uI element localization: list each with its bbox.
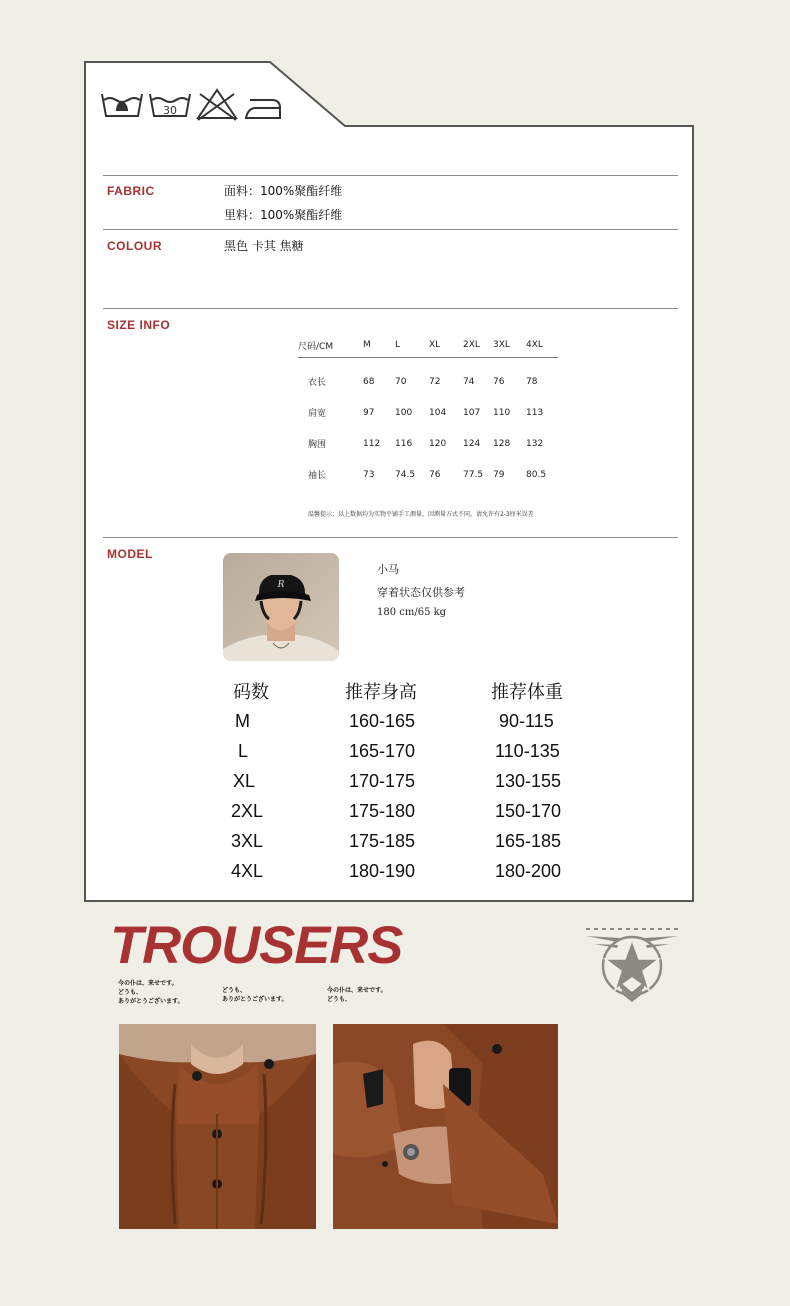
divider xyxy=(103,229,678,230)
size-cell: 77.5 xyxy=(463,469,484,480)
recommend-weight: 180-200 xyxy=(495,860,562,881)
size-cell: 100 xyxy=(395,407,413,418)
size-cell: 73 xyxy=(363,469,375,480)
jp-text-block-3 xyxy=(327,986,387,1004)
jp-line: どうも、 xyxy=(118,989,143,996)
table-row xyxy=(229,766,597,796)
table-row xyxy=(229,706,597,736)
star-wings-emblem-icon xyxy=(584,926,680,1006)
model-name: 小马 xyxy=(377,563,399,576)
recommend-size: XL xyxy=(233,770,256,791)
size-cell: 112 xyxy=(363,438,381,449)
size-table-header xyxy=(298,333,558,358)
size-cell: 113 xyxy=(526,407,544,418)
jp-line: どうも、 xyxy=(327,996,352,1003)
size-cell: 132 xyxy=(526,438,544,449)
table-row xyxy=(229,826,597,856)
model-label: MODEL xyxy=(107,547,153,561)
colour-value: 黑色 卡其 焦糖 xyxy=(224,239,304,253)
size-info-label: SIZE INFO xyxy=(107,318,171,332)
jp-text-block-2 xyxy=(222,986,288,1004)
size-cell: 74 xyxy=(463,376,475,387)
jacket-cuff-photo xyxy=(333,1024,558,1229)
recommend-header-cell: 码数 xyxy=(233,682,269,702)
recommend-height: 170-175 xyxy=(349,770,416,791)
size-cell: 128 xyxy=(493,438,511,449)
size-cell: 76 xyxy=(493,376,505,387)
jacket-hood-photo xyxy=(119,1024,344,1229)
jp-line: ありがとうございます。 xyxy=(222,996,288,1003)
table-row xyxy=(298,397,558,428)
recommend-height: 160-165 xyxy=(349,710,416,731)
recommend-size: 3XL xyxy=(231,830,264,851)
size-measure-name: 袖长 xyxy=(308,471,327,481)
size-cell: 104 xyxy=(429,407,447,418)
size-cell: 97 xyxy=(363,407,375,418)
recommend-height: 175-185 xyxy=(349,830,416,851)
size-measure-name: 衣长 xyxy=(308,378,327,388)
size-header-cell: L xyxy=(395,333,429,358)
divider xyxy=(103,175,678,176)
jp-line: 今の仆は、来せです。 xyxy=(118,980,178,987)
divider xyxy=(103,308,678,309)
size-cell: 78 xyxy=(526,376,538,387)
table-row xyxy=(298,428,558,459)
size-measure-name: 肩宽 xyxy=(308,409,327,419)
jp-text-block-1 xyxy=(118,979,184,1006)
recommend-header-cell: 推荐身高 xyxy=(345,682,417,702)
recommend-weight: 165-185 xyxy=(495,830,562,851)
recommend-header xyxy=(229,676,597,706)
table-row xyxy=(229,856,597,886)
size-header-cell: 尺码/CM xyxy=(298,333,363,358)
size-cell: 70 xyxy=(395,376,407,387)
fabric-lining: 里料：100%聚酯纤维 xyxy=(224,208,343,222)
fabric-outer: 面料：100%聚酯纤维 xyxy=(224,184,343,198)
size-cell: 79 xyxy=(493,469,505,480)
recommend-size: L xyxy=(238,740,249,761)
model-photo xyxy=(223,553,339,661)
recommend-weight: 110-135 xyxy=(495,740,560,761)
recommend-size: M xyxy=(235,710,250,731)
table-row xyxy=(298,459,558,490)
size-cell: 68 xyxy=(363,376,375,387)
table-row xyxy=(229,736,597,766)
size-cell: 72 xyxy=(429,376,441,387)
recommend-size: 2XL xyxy=(231,800,264,821)
svg-text:30: 30 xyxy=(163,104,177,117)
recommend-table xyxy=(229,676,597,886)
size-cell: 80.5 xyxy=(526,469,547,480)
size-header-cell: 2XL xyxy=(463,333,493,358)
size-cell: 74.5 xyxy=(395,469,416,480)
size-note: 温馨提示：以上数据均为实物平铺手工测量，因测量方式不同，请允许有2-3厘米误差 xyxy=(308,511,534,518)
divider xyxy=(103,537,678,538)
model-caption: 穿着状态仅供参考 xyxy=(377,586,465,599)
jp-line: ありがとうございます。 xyxy=(118,998,184,1005)
recommend-weight: 150-170 xyxy=(495,800,562,821)
cap-logo: R xyxy=(277,580,285,590)
iron-icon xyxy=(246,100,280,118)
size-header-cell: M xyxy=(363,333,395,358)
recommend-header-cell: 推荐体重 xyxy=(491,682,563,702)
size-header-cell: 4XL xyxy=(526,333,558,358)
size-cell: 116 xyxy=(395,438,413,449)
recommend-weight: 130-155 xyxy=(495,770,562,791)
size-table xyxy=(298,333,558,490)
size-cell: 120 xyxy=(429,438,447,449)
recommend-height: 175-180 xyxy=(349,800,416,821)
size-header-cell: XL xyxy=(429,333,463,358)
recommend-size: 4XL xyxy=(231,860,264,881)
no-bleach-icon xyxy=(198,90,236,120)
machine-wash-30-icon xyxy=(150,94,190,117)
recommend-height: 165-170 xyxy=(349,740,416,761)
colour-label: COLOUR xyxy=(107,239,162,253)
table-row xyxy=(229,796,597,826)
model-stats: 180 cm/65 kg xyxy=(377,607,447,618)
jp-line: 今の仆は、来せです。 xyxy=(327,987,387,994)
recommend-weight: 90-115 xyxy=(499,710,554,731)
recommend-height: 180-190 xyxy=(349,860,416,881)
hand-wash-icon xyxy=(102,94,142,116)
size-header-cell: 3XL xyxy=(493,333,526,358)
size-measure-name: 胸围 xyxy=(308,440,327,450)
size-cell: 107 xyxy=(463,407,481,418)
size-cell: 110 xyxy=(493,407,511,418)
table-row xyxy=(298,366,558,397)
fabric-label: FABRIC xyxy=(107,184,155,198)
size-cell: 124 xyxy=(463,438,481,449)
jp-line: どうも、 xyxy=(222,987,247,994)
trousers-title: TROUSERS xyxy=(110,916,403,975)
size-cell: 76 xyxy=(429,469,441,480)
care-symbols xyxy=(100,86,290,126)
